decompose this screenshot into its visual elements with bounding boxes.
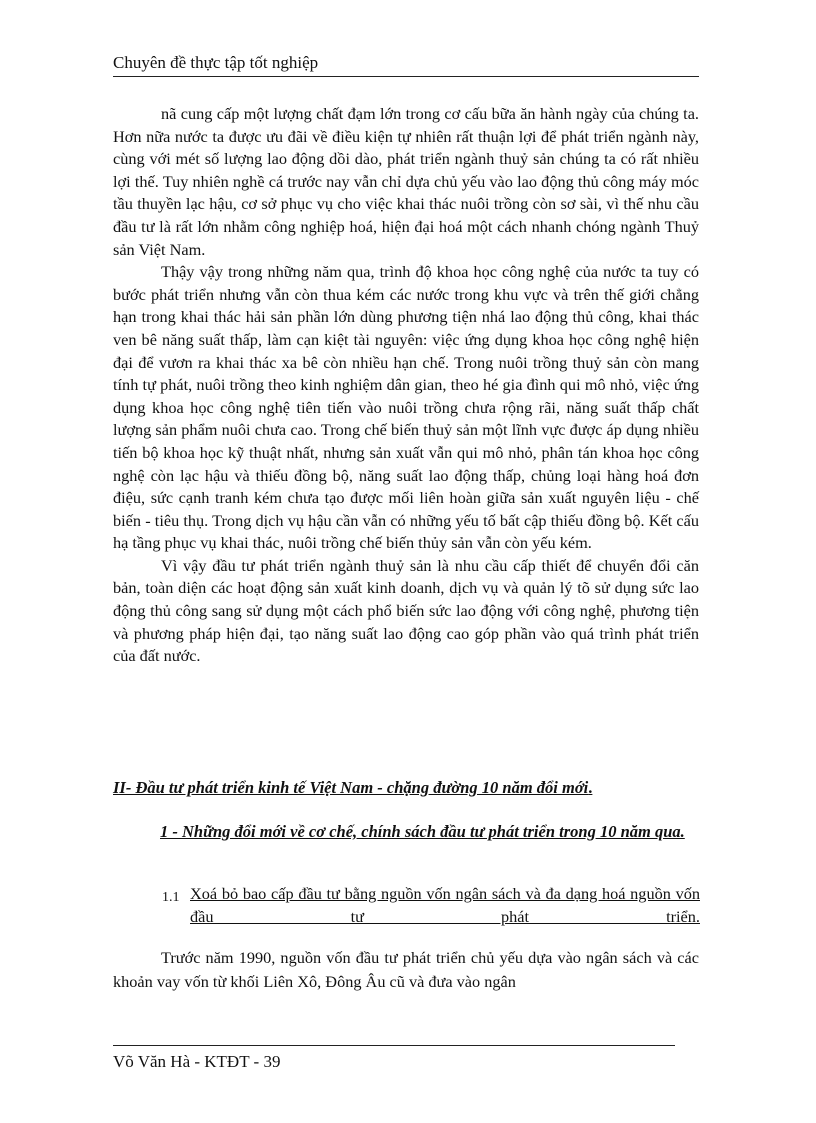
subsubsection-number: 1.1 <box>162 890 180 905</box>
page-footer <box>113 1045 675 1072</box>
paragraph-2: Thậy vậy trong những năm qua, trình độ khoa học công nghệ của nước ta tuy có bước phát triển nhưng vẫn còn thua kém các nước trong khu vực và trên thế giới chẳng hạn trong khai thác hải sản phần lớn dùng phương tiện nhá lao động thủ công, khai thác ven bê năng suất thấp, làm cạn kiệt tài nguyên: việc ứng dụng khoa học công nghệ hiện đại để vươn ra khai thác xa bê còn nhiều hạn chế. Trong nuôi trồng thuỷ sản còn mang tính tự phát, nuôi trồng theo kinh nghiệm dân gian, theo hé gia đình qui mô nhỏ, việc ứng dụng khoa học công nghệ tiên tiến vào nuôi trồng chưa rộng rãi, năng suất thấp chất lượng sản phẩm nuôi chưa cao. Trong chế biến thuỷ sản một lĩnh vực được áp dụng nhiều tiến bộ khoa học kỹ thuật nhất, nhưng sản xuất vẫn qui mô nhỏ, phân tán khoa học công nghệ còn lạc hậu và thiếu đồng bộ, năng suất lao động thấp, chủng loại hàng hoá đơn điệu, sức cạnh tranh kém chưa tạo được mối liên hoàn giữa sản xuất nguyên liệu - chế biến - tiêu thụ. Trong dịch vụ hậu cần vẫn có những yếu tố bất cập thiếu đồng bộ. Kết cấu hạ tầng phục vụ khai thác, nuôi trồng chế biến thủy sản vẫn còn yếu kém. <box>113 262 699 553</box>
section-heading <box>113 778 699 798</box>
closing-paragraph-text: Trước năm 1990, nguồn vốn đầu tư phát triển chủ yếu dựa vào ngân sách và các khoản vay vốn từ khối Liên Xô, Đông Âu cũ và đưa vào ngân <box>113 948 699 991</box>
section-heading-text: II- Đầu tư phát triển kinh tế Việt Nam - chặng đường 10 năm đổi mới <box>113 778 589 797</box>
subsection-heading: 1 - Những đổi mới về cơ chế, chính sách đầu tư phát triển trong 10 năm qua. <box>160 822 685 841</box>
subsubsection-heading <box>162 882 700 928</box>
subsubsection-text: Xoá bỏ bao cấp đầu tư bằng nguồn vốn ngân sách và đa dạng hoá nguồn vốn đầu tư phát triển. <box>190 884 700 926</box>
footer-text: Võ Văn Hà - KTĐT - 39 <box>113 1052 281 1071</box>
page-header <box>113 52 699 77</box>
paragraph-3: Vì vậy đầu tư phát triển ngành thuỷ sản là nhu cầu cấp thiết để chuyển đổi căn bản, toàn diện các hoạt động sản xuất kinh doanh, dịch vụ và quản lý tõ sử dụng sức lao động thủ công sang sử dụng một cách phổ biến sức lao động với công nghệ, phương tiện và phương pháp hiện đại, tạo năng suất lao động cao góp phần vào quá trình phát triển của đất nước. <box>113 555 699 666</box>
body-paragraphs <box>113 103 699 668</box>
section-heading-period: . <box>588 778 593 797</box>
paragraph-1: nã cung cấp một lượng chất đạm lớn trong cơ cấu bữa ăn hành ngày của chúng ta. Hơn nữa nước ta được ưu đãi về điều kiện tự nhiên rất thuận lợi để phát triển ngành này, cùng với mét số lượng lao động dồi dào, phát triển ngành thuỷ sản chúng ta có rất nhiều lợi thế. Tuy nhiên nghề cá trước nay vẫn chỉ dựa chủ yếu vào lao động thủ công máy móc tầu thuyền lạc hậu, cơ sở phục vụ cho việc khai thác nuôi trồng còn sơ sài, vì thế nhu cầu đầu tư là rất lớn nhằm công nghiệp hoá, hiện đại hoá một cách nhanh chóng ngành Thuỷ sản Việt Nam. <box>113 104 699 259</box>
header-title: Chuyên đề thực tập tốt nghiệp <box>113 53 319 72</box>
closing-paragraph <box>113 946 699 994</box>
